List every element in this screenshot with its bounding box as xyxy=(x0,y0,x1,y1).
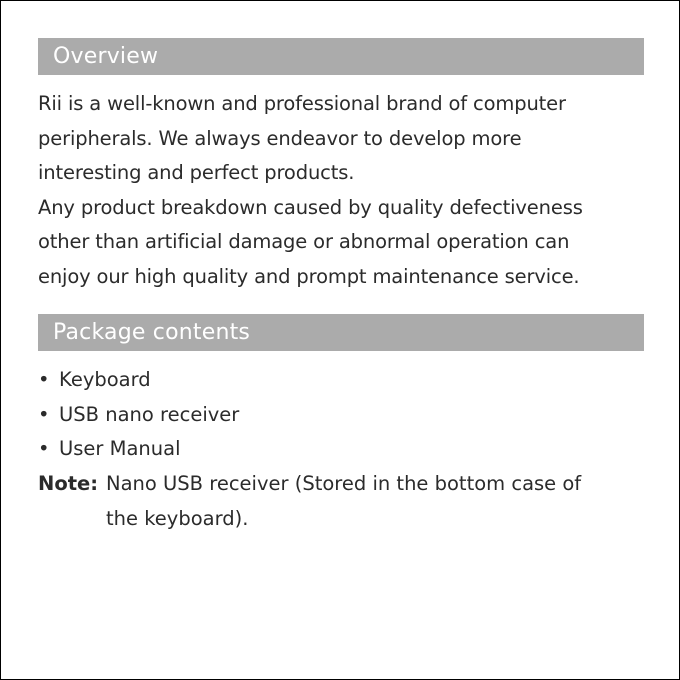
overview-line: interesting and perfect products. xyxy=(38,161,355,184)
package-heading-text: Package contents xyxy=(53,320,251,345)
overview-line: enjoy our high quality and prompt maintenance service. xyxy=(38,264,580,288)
package-contents-list xyxy=(38,363,239,467)
note-label: Note: xyxy=(38,472,99,495)
list-item xyxy=(38,432,239,467)
bullet-icon: • xyxy=(38,437,50,460)
list-item-label: USB nano receiver xyxy=(59,402,240,426)
note-text-line2: the keyboard). xyxy=(106,507,249,530)
list-item xyxy=(38,363,239,398)
overview-line: peripherals. We always endeavor to develop more xyxy=(38,126,522,150)
bullet-icon: • xyxy=(38,402,50,426)
list-item-label: Keyboard xyxy=(59,368,151,391)
overview-line: Any product breakdown caused by quality defectiveness xyxy=(38,195,583,219)
overview-line: Rii is a well-known and professional brand of computer xyxy=(38,92,566,115)
bullet-icon: • xyxy=(38,368,50,391)
list-item-label: User Manual xyxy=(59,437,181,460)
overview-line: other than artificial damage or abnormal operation can xyxy=(38,230,570,253)
note-block xyxy=(38,466,650,536)
overview-paragraph xyxy=(38,87,650,294)
note-text-line1: Nano USB receiver (Stored in the bottom case of xyxy=(106,472,582,495)
list-item xyxy=(38,398,239,433)
section-heading-overview xyxy=(38,38,644,75)
overview-heading-text: Overview xyxy=(53,44,159,69)
section-heading-package-contents xyxy=(38,314,644,351)
